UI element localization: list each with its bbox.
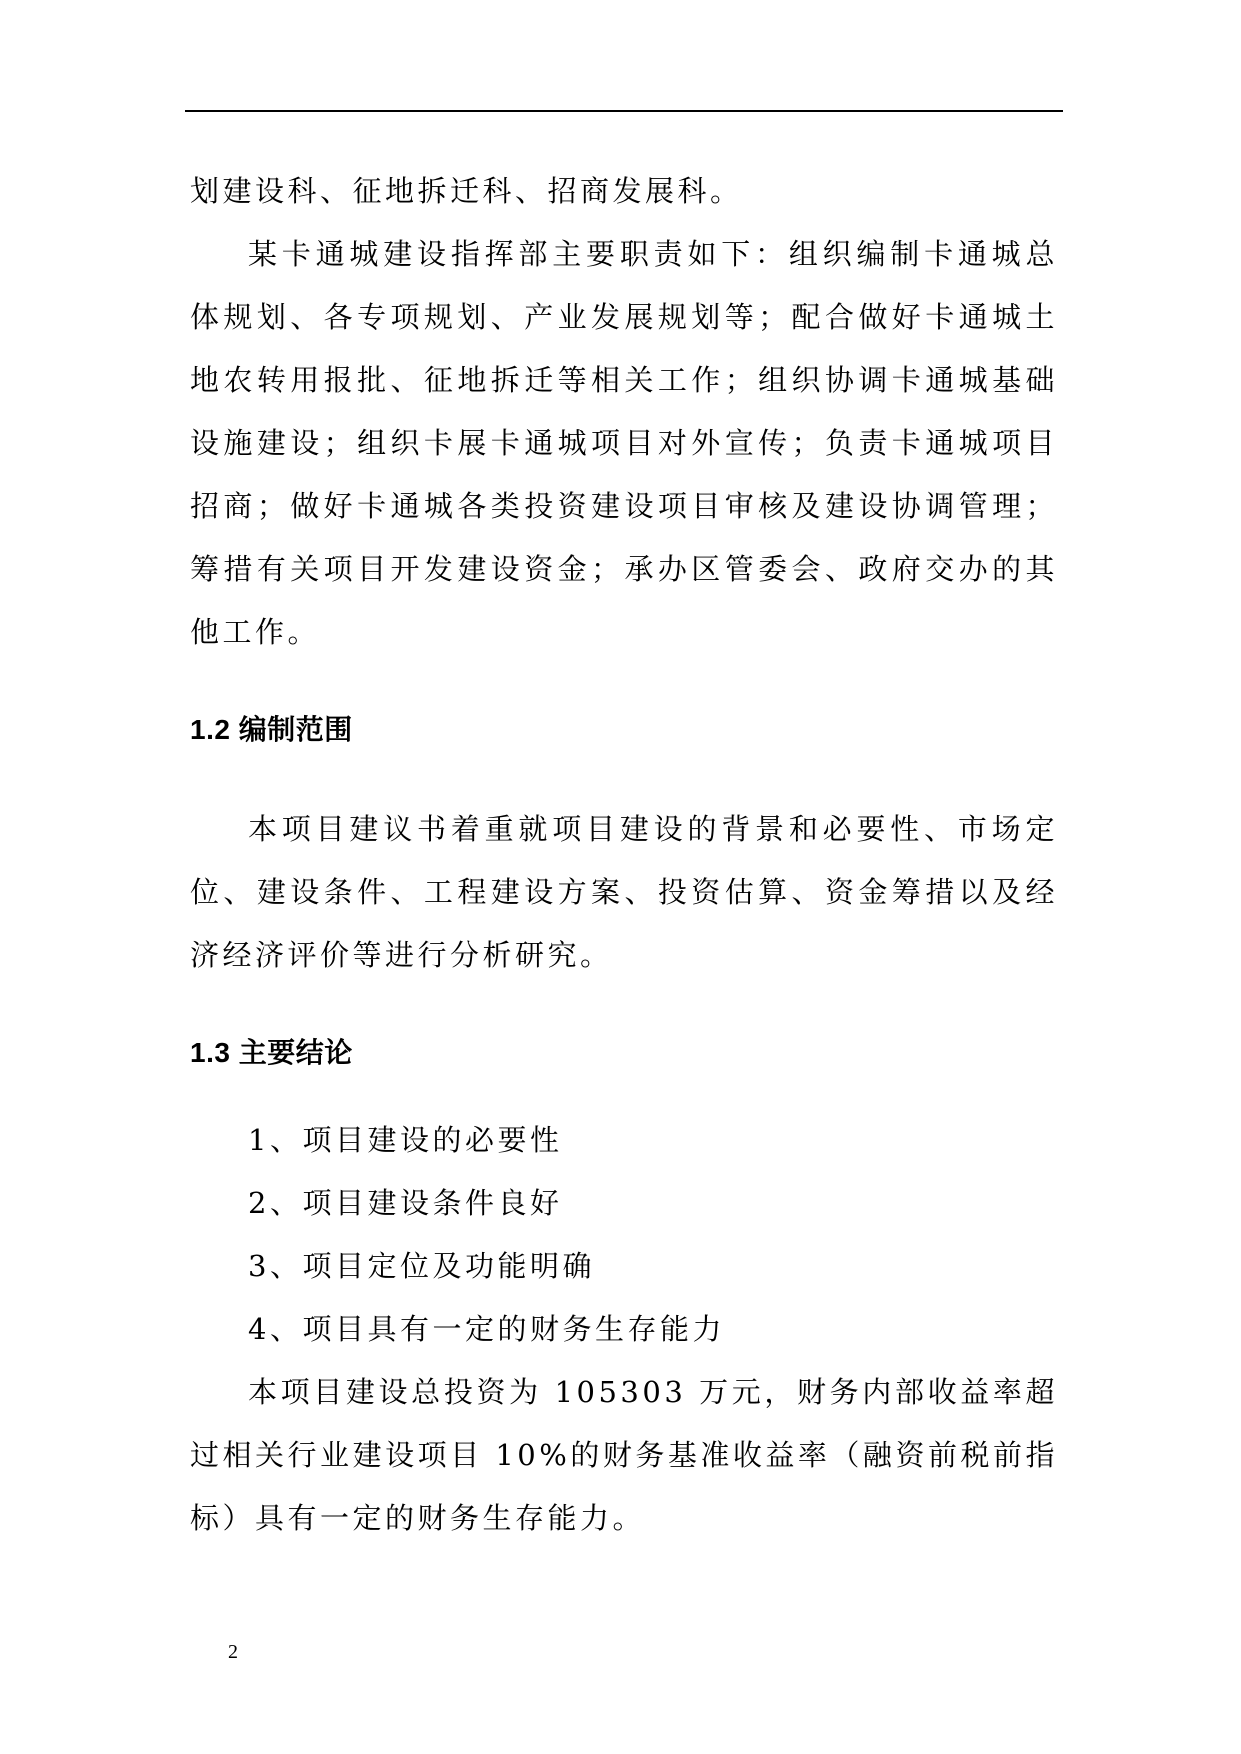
conclusion-list	[190, 1109, 1058, 1361]
page-number: 2	[228, 1641, 238, 1663]
continuation-text: 划建设科、征地拆迁科、招商发展科。	[190, 174, 743, 208]
section-heading-1-2: 1.2 编制范围	[190, 714, 353, 745]
page-content	[190, 160, 1058, 1550]
investment-paragraph: 本项目建设总投资为 105303 万元，财务内部收益率超过相关行业建设项目 10%的财务基准收益率（融资前税前指标）具有一定的财务生存能力。	[190, 1375, 1058, 1535]
list-item: 4、项目具有一定的财务生存能力	[248, 1312, 725, 1346]
list-item: 3、项目定位及功能明确	[248, 1249, 595, 1283]
list-item: 2、项目建设条件良好	[248, 1186, 563, 1220]
responsibilities-paragraph: 某卡通城建设指挥部主要职责如下：组织编制卡通城总体规划、各专项规划、产业发展规划等；配合做好卡通城土地农转用报批、征地拆迁等相关工作；组织协调卡通城基础设施建设；组织卡展卡通城项目对外宣传；负责卡通城项目招商；做好卡通城各类投资建设项目审核及建设协调管理；筹措有关项目开发建设资金；承办区管委会、政府交办的其他工作。	[190, 237, 1058, 649]
header-rule	[185, 110, 1063, 112]
section-heading-1-3: 1.3 主要结论	[190, 1037, 353, 1068]
list-item: 1、项目建设的必要性	[248, 1123, 563, 1157]
scope-paragraph: 本项目建议书着重就项目建设的背景和必要性、市场定位、建设条件、工程建设方案、投资估算、资金筹措以及经济经济评价等进行分析研究。	[190, 812, 1058, 972]
